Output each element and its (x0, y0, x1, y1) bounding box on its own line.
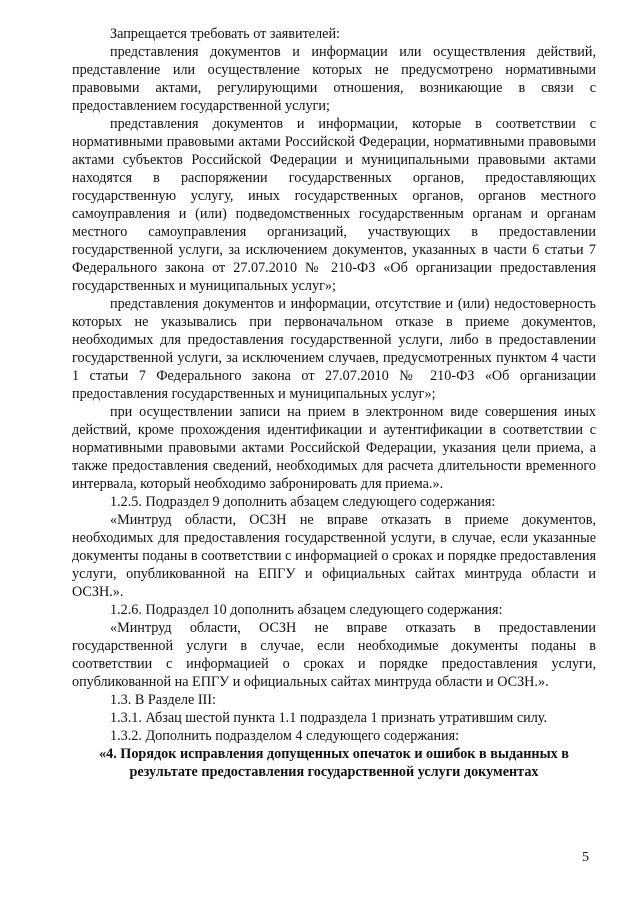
paragraph-item-1: представления документов и информации или осуществления действий, представление или осуществление которых не предусмотрено нормативными правовыми актами, регулирующими отношения, возникающие в связи с предоставлением государственной услуги; (72, 44, 596, 114)
paragraph-1-2-5-text: «Минтруд области, ОСЗН не вправе отказать в приеме документов, необходимых для предоставления государственной услуги, в случае, если указанные документы поданы в соответствии с информацией о сроках и порядке предоставления услуги, опубликованной на ЕПГУ и официальных сайтах минтруда области и ОСЗН.». (72, 512, 596, 600)
paragraph-1-2-5: 1.2.5. Подраздел 9 дополнить абзацем следующего содержания: (110, 494, 496, 510)
paragraph-intro: Запрещается требовать от заявителей: (110, 26, 340, 42)
paragraph-1-3-2: 1.3.2. Дополнить подразделом 4 следующего содержания: (110, 728, 460, 744)
paragraph-item-3: представления документов и информации, отсутствие и (или) недостоверность которых не указывались при первоначальном отказе в приеме документов, необходимых для предоставления государственной услуги, либо в предоставлении государственной услуги, за исключением случаев, предусмотренных пунктом 4 части 1 статьи 7 Федерального закона от 27.07.2010 № 210-ФЗ «Об организации предоставления государственных и муниципальных услуг»; (72, 296, 596, 402)
paragraph-1-2-6: 1.2.6. Подраздел 10 дополнить абзацем следующего содержания: (110, 602, 503, 618)
paragraph-1-2-6-text: «Минтруд области, ОСЗН не вправе отказать в предоставлении государственной услуги в случае, если необходимые документы поданы в соответствии с информацией о сроках и порядке предоставления услуги, опубликованной на ЕПГУ и официальных сайтах минтруда области и ОСЗН.». (72, 620, 596, 690)
paragraph-item-4: при осуществлении записи на прием в электронном виде совершения иных действий, кроме прохождения идентификации и аутентификации в соответствии с нормативными правовыми актами Российской Федерации, указания цели приема, а также предоставления сведений, необходимых для расчета длительности временного интервала, который необходимо забронировать для приема.». (72, 404, 596, 492)
document-page (72, 25, 596, 781)
paragraph-item-2: представления документов и информации, которые в соответствии с нормативными правовыми актами Российской Федерации, нормативными правовыми актами субъектов Российской Федерации и муниципальными правовыми актами находятся в распоряжении государственных органов, предоставляющих государственную услугу, иных государственных органов, органов местного самоуправления и (или) подведомственных государственным органам и органам местного самоуправления организаций, участвующих в предоставлении государственной услуги, за исключением документов, указанных в части 6 статьи 7 Федерального закона от 27.07.2010 № 210-ФЗ «Об организации предоставления государственных и муниципальных услуг»; (72, 116, 596, 294)
paragraph-1-3-1: 1.3.1. Абзац шестой пункта 1.1 подраздела 1 признать утратившим силу. (110, 710, 548, 726)
paragraph-1-3: 1.3. В Разделе III: (110, 692, 216, 708)
section-heading: «4. Порядок исправления допущенных опечаток и ошибок в выданных в результате предоставления государственной услуги документах (99, 746, 569, 780)
page-number: 5 (582, 850, 589, 865)
